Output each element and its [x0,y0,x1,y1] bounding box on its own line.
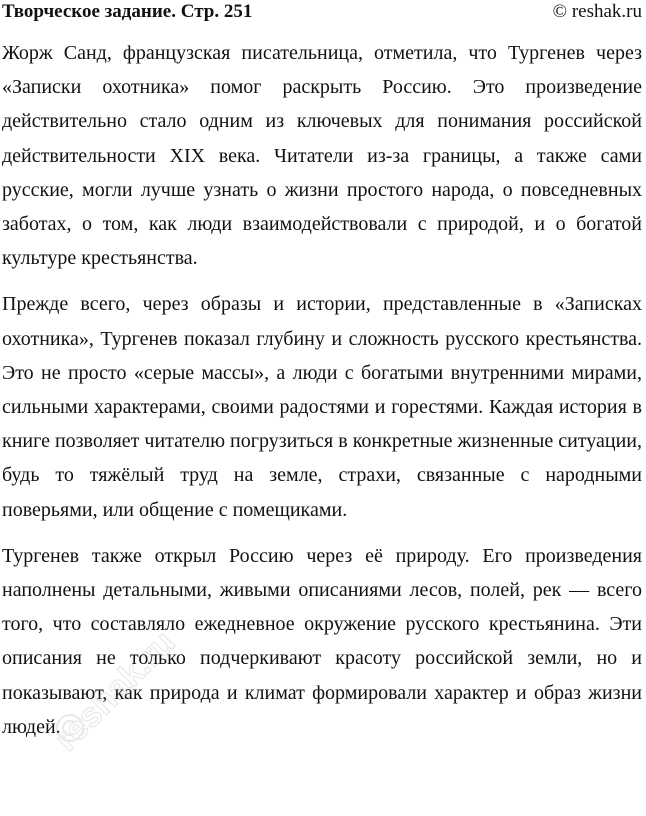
page-title: Творческое задание. Стр. 251 [2,1,253,22]
paragraph-3: Тургенев также открыл Россию через её природу. Его произведения наполнены детальными, живыми описаниями лесов, полей, рек — всего того, что составляло ежедневное окружение русского крестьянина. Эти описания не только подчеркивают красоту российской земли, но и показывают, как природа и климат формировали характер и образ жизни людей. [2,544,642,738]
document-body [2,36,642,759]
page-header [2,0,642,26]
paragraph-2: Прежде всего, через образы и истории, представленные в «Записках охотника», Тургенев показал глубину и сложность русского крестьянства. Это не просто «серые массы», а люди с богатыми внутренними мирами, сильными характерами, своими радостями и горестями. Каждая история в книге позволяет читателю погрузиться в конкретные жизненные ситуации, будь то тяжёлый труд на земле, страхи, связанные с народными поверьями, или общение с помещиками. [2,293,642,521]
source-label: © reshak.ru [552,1,642,22]
watermark-text: reshak.ru [47,623,183,759]
paragraph-1: Жорж Санд, французская писательница, отметила, что Тургенев через «Записки охотника» помог раскрыть Россию. Это произведение действительно стало одним из ключевых для понимания российской действительности XIX века. Читатели из-за границы, а также сами русские, могли лучше узнать о жизни простого народа, о повседневных заботах, о том, как люди взаимодействовали с природой, и о богатой культуре крестьянства. [2,42,642,270]
